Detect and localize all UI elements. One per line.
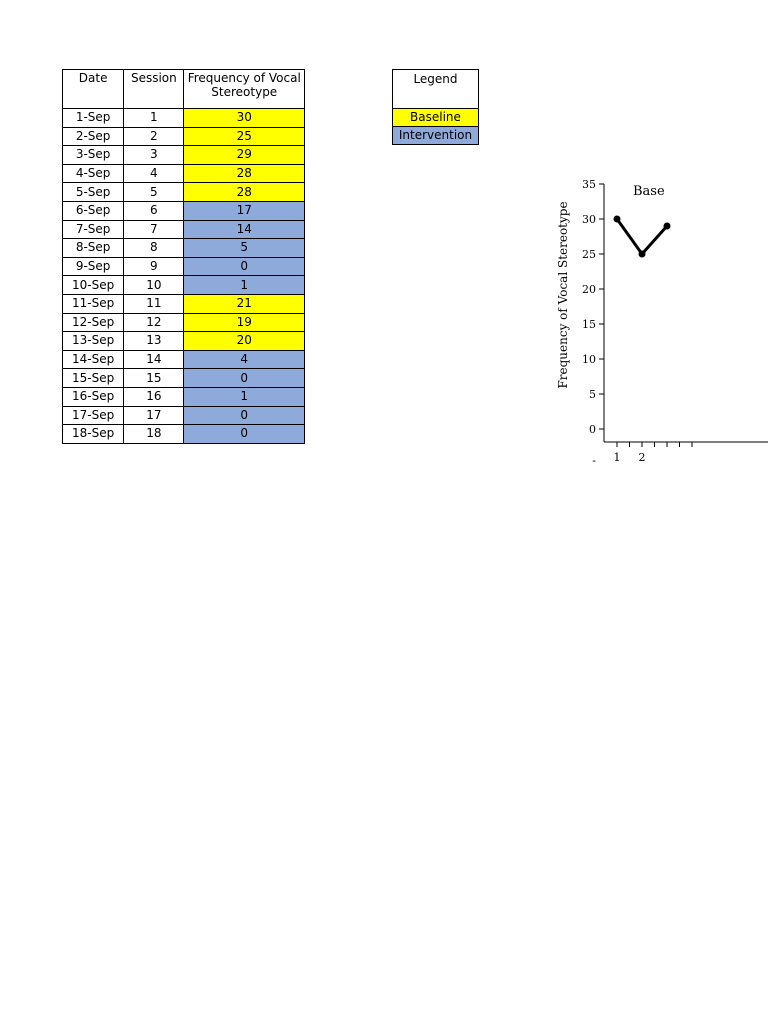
table-row — [63, 164, 305, 183]
table-row — [63, 183, 305, 202]
date-cell: 18-Sep — [63, 425, 124, 444]
date-cell: 13-Sep — [63, 332, 124, 351]
series-line — [617, 219, 667, 254]
frequency-column-header: Frequency of Vocal Stereotype — [184, 70, 305, 109]
session-column-header: Session — [124, 70, 184, 109]
table-body — [63, 109, 305, 444]
frequency-line-chart — [550, 170, 768, 470]
date-cell: 8-Sep — [63, 239, 124, 258]
session-cell: 11 — [124, 294, 184, 313]
frequency-cell: 21 — [184, 294, 305, 313]
legend-intervention: Intervention — [393, 127, 479, 145]
date-cell: 1-Sep — [63, 109, 124, 128]
date-cell: 16-Sep — [63, 387, 124, 406]
y-tick-label: 5 — [589, 388, 596, 401]
legend-title: Legend — [393, 70, 479, 109]
session-cell: 8 — [124, 239, 184, 258]
table-row — [63, 146, 305, 165]
data-point — [614, 216, 621, 223]
table-row — [63, 220, 305, 239]
table-row — [63, 109, 305, 128]
table-row — [63, 406, 305, 425]
session-cell: 4 — [124, 164, 184, 183]
session-cell: 3 — [124, 146, 184, 165]
frequency-cell: 19 — [184, 313, 305, 332]
x-tick-label: 1 — [613, 451, 621, 464]
frequency-cell: 25 — [184, 127, 305, 146]
chart-axes — [582, 178, 768, 467]
frequency-cell: 1 — [184, 276, 305, 295]
date-cell: 12-Sep — [63, 313, 124, 332]
session-cell: 17 — [124, 406, 184, 425]
legend-baseline: Baseline — [393, 109, 479, 127]
table-row — [63, 350, 305, 369]
date-cell: 7-Sep — [63, 220, 124, 239]
date-cell: 11-Sep — [63, 294, 124, 313]
frequency-cell: 17 — [184, 201, 305, 220]
session-cell: 12 — [124, 313, 184, 332]
y-tick-label: 15 — [582, 318, 596, 331]
frequency-cell: 0 — [184, 369, 305, 388]
date-cell: 6-Sep — [63, 201, 124, 220]
table-row — [63, 387, 305, 406]
table-row — [63, 201, 305, 220]
session-cell: 13 — [124, 332, 184, 351]
data-point — [639, 251, 646, 258]
y-tick-label: 0 — [589, 423, 596, 436]
data-point — [664, 223, 671, 230]
date-cell: 9-Sep — [63, 257, 124, 276]
date-cell: 3-Sep — [63, 146, 124, 165]
date-column-header: Date — [63, 70, 124, 109]
y-tick-label: 20 — [582, 283, 596, 296]
frequency-data-table — [62, 69, 305, 444]
frequency-cell: 1 — [184, 387, 305, 406]
session-cell: 15 — [124, 369, 184, 388]
table-row — [63, 313, 305, 332]
session-cell: 16 — [124, 387, 184, 406]
frequency-cell: 0 — [184, 257, 305, 276]
phase-label: Base — [633, 184, 665, 199]
y-tick-label: 10 — [582, 353, 596, 366]
session-cell: 14 — [124, 350, 184, 369]
date-cell: 2-Sep — [63, 127, 124, 146]
y-axis-label: Frequency of Vocal Stereotype — [556, 201, 570, 389]
y-tick-label: 25 — [582, 248, 596, 261]
session-cell: 9 — [124, 257, 184, 276]
legend-table — [392, 69, 479, 145]
table-row — [63, 127, 305, 146]
date-cell: 4-Sep — [63, 164, 124, 183]
frequency-cell: 28 — [184, 183, 305, 202]
date-cell: 14-Sep — [63, 350, 124, 369]
frequency-cell: 0 — [184, 406, 305, 425]
session-cell: 7 — [124, 220, 184, 239]
y-tick-label: 35 — [582, 178, 596, 191]
x-tick-label: 2 — [638, 451, 646, 464]
date-cell: 5-Sep — [63, 183, 124, 202]
frequency-cell: 4 — [184, 350, 305, 369]
frequency-cell: 5 — [184, 239, 305, 258]
frequency-cell: 20 — [184, 332, 305, 351]
session-cell: 6 — [124, 201, 184, 220]
session-cell: 10 — [124, 276, 184, 295]
table-row — [63, 425, 305, 444]
chart-marks — [614, 216, 671, 258]
date-cell: 15-Sep — [63, 369, 124, 388]
frequency-cell: 14 — [184, 220, 305, 239]
session-cell: 1 — [124, 109, 184, 128]
frequency-cell: 30 — [184, 109, 305, 128]
table-row — [63, 239, 305, 258]
y-tick-label: 30 — [582, 213, 596, 226]
table-header-row — [63, 70, 305, 109]
session-cell: 5 — [124, 183, 184, 202]
frequency-cell: 0 — [184, 425, 305, 444]
frequency-cell: 29 — [184, 146, 305, 165]
table-row — [63, 332, 305, 351]
date-cell: 17-Sep — [63, 406, 124, 425]
table-row — [63, 276, 305, 295]
frequency-cell: 28 — [184, 164, 305, 183]
y-tick-label: - — [592, 454, 596, 467]
table-row — [63, 369, 305, 388]
session-cell: 18 — [124, 425, 184, 444]
table-row — [63, 294, 305, 313]
date-cell: 10-Sep — [63, 276, 124, 295]
session-cell: 2 — [124, 127, 184, 146]
table-row — [63, 257, 305, 276]
